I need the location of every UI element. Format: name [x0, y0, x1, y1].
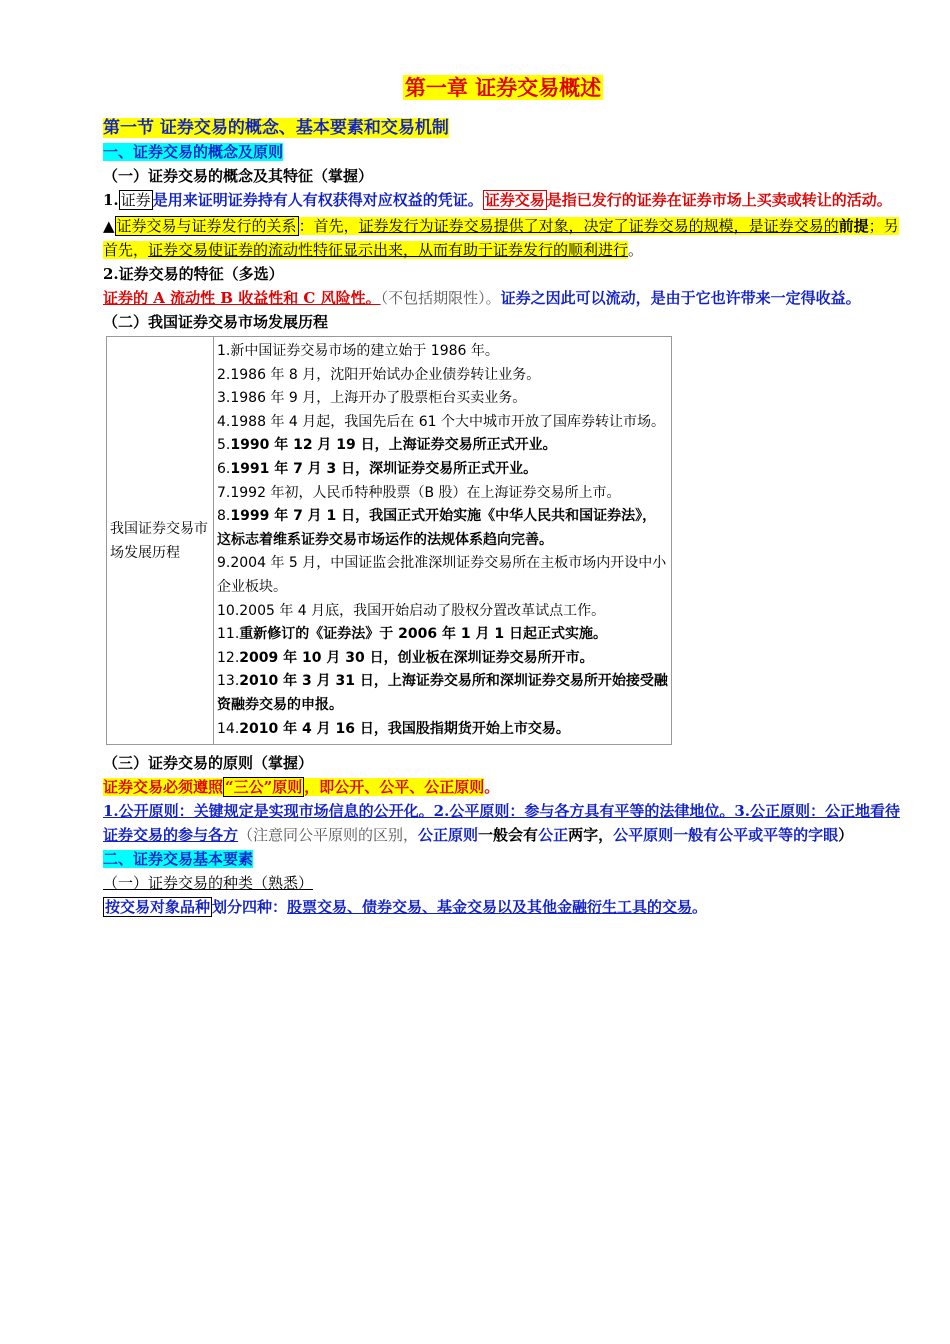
paragraph-features-title: 2.证券交易的特征（多选） [103, 265, 284, 283]
document-page [103, 72, 903, 919]
list-item: 11.重新修订的《证券法》于 2006 年 1 月 1 日起正式实施。 [217, 626, 607, 643]
history-table [106, 336, 672, 745]
subheading-types: （一）证券交易的种类（熟悉） [103, 874, 314, 893]
list-item: 12.2009 年 10 月 30 日，创业板在深圳证券交易所开市。 [217, 649, 594, 666]
paragraph-principles: 证券交易必须遵照 “三公”原则 ，即公开、公平、公正原则。 [103, 778, 500, 797]
subheading-history: （二）我国证券交易市场发展历程 [103, 313, 329, 331]
heading-two: 二、证券交易基本要素 [103, 850, 254, 869]
paragraph-relation: ▲ 证券交易与证券发行的关系 ：首先，证券发行为证券交易提供了对象，决定了证券交易的规模，是证券交易的前提；另首先，证券交易使证券的流动性特征显示出来，从而有助于证券发行的顺利进行。 [103, 217, 899, 259]
section-heading: 第一节 证券交易的概念、基本要素和交易机制 [103, 118, 449, 138]
list-item: 7.1992 年初，人民币特种股票（B 股）在上海证券交易所上市。 [217, 484, 621, 501]
list-item: 6.1991 年 7 月 3 日，深圳证券交易所正式开业。 [217, 460, 538, 477]
list-item: 5.1990 年 12 月 19 日，上海证券交易所正式开业。 [217, 437, 557, 454]
list-item: 4.1988 年 4 月起，我国先后在 61 个大中城市开放了国库券转让市场。 [217, 413, 665, 430]
list-item: 8.1999 年 7 月 1 日，我国正式开始实施《中华人民共和国证券法》，这标志着维系证券交易市场运作的法规体系趋向完善。 [217, 508, 657, 548]
list-item: 14.2010 年 4 月 16 日，我国股指期货开始上市交易。 [217, 720, 570, 737]
table-right-cell [214, 337, 672, 745]
paragraph-features: 证券的 A 流动性 B 收益性和 C 风险性。（不包括期限性）。证券之因此可以流动，是由于它也许带来一定得收益。 [103, 289, 861, 307]
paragraph-types: 按交易对象品种 划分四种：股票交易、债券交易、基金交易以及其他金融衍生工具的交易。 [105, 898, 708, 917]
subheading-principles: （三）证券交易的原则（掌握） [103, 754, 314, 773]
list-item: 3.1986 年 9 月，上海开办了股票柜台买卖业务。 [217, 390, 527, 407]
list-item: 9.2004 年 5 月，中国证监会批准深圳证券交易所在主板市场内开设中小企业板块。 [217, 555, 667, 595]
heading-one: 一、证券交易的概念及原则 [103, 143, 284, 161]
table-row [107, 337, 672, 745]
table-left-cell: 我国证券交易市场发展历程 [107, 337, 214, 745]
list-item: 1.新中国证券交易市场的建立始于 1986 年。 [217, 343, 499, 359]
paragraph-three-principles: 1.公开原则：关键规定是实现市场信息的公开化。2.公平原则：参与各方具有平等的法律地位。3.公正原则：公正地看待证券交易的参与各方（注意同公平原则的区别，公正原则一般会有公正两字，公平原则一般有公平或平等的字眼） [103, 802, 900, 845]
paragraph-definitions: 1. 证券 是用来证明证券持有人有权获得对应权益的凭证。 证券交易 是指已发行的证券在证券市场上买卖或转让的活动。 [103, 191, 892, 209]
list-item: 13.2010 年 3 月 31 日，上海证券交易所和深圳证券交易所开始接受融资融券交易的申报。 [217, 673, 668, 713]
subheading-concept: （一）证券交易的概念及其特征（掌握） [103, 167, 374, 185]
list-item: 2.1986 年 8 月，沈阳开始试办企业债券转让业务。 [217, 366, 541, 383]
list-item: 10.2005 年 4 月底，我国开始启动了股权分置改革试点工作。 [217, 602, 606, 619]
chapter-title: 第一章 证券交易概述 [404, 75, 602, 100]
